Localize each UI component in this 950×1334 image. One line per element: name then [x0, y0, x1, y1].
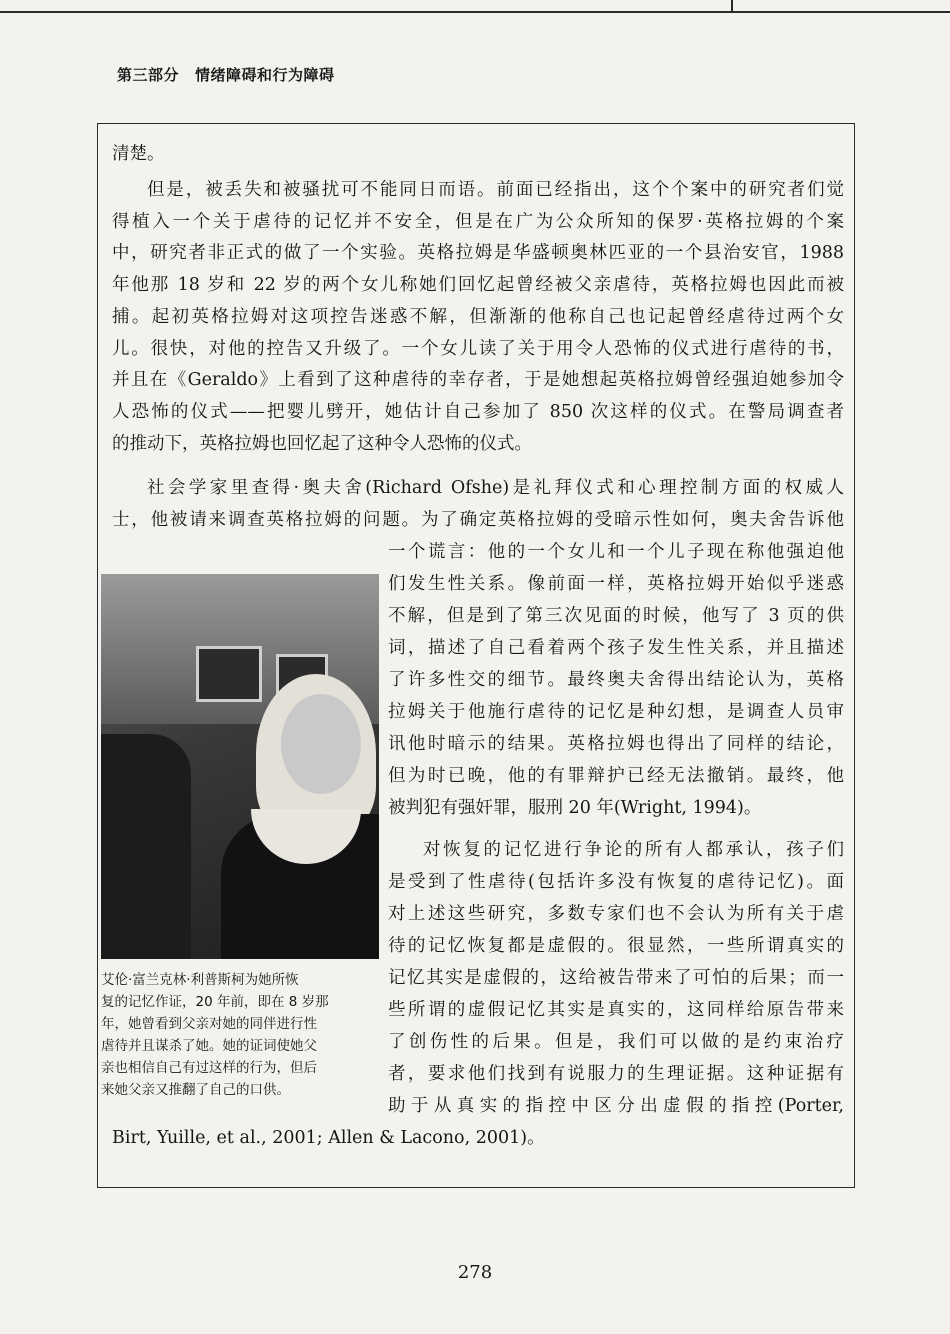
body-line: 拉姆关于他施行虐待的记忆是种幻想，是调查人员审	[388, 702, 844, 722]
photo-wall-picture	[196, 646, 262, 702]
photo-background-figure	[101, 734, 191, 959]
body-line: 记忆其实是虚假的，这给被告带来了可怕的后果；而一	[388, 968, 844, 988]
caption-line: 艾伦·富兰克林·利普斯柯为她所恢	[101, 972, 299, 988]
body-line: 了许多性交的细节。最终奥夫舍得出结论认为，英格	[388, 670, 844, 690]
photo-caption	[101, 969, 379, 1101]
body-line: 人恐怖的仪式——把婴儿劈开，她估计自己参加了 850 次这样的仪式。在警局调查者	[112, 402, 844, 422]
body-line: 们发生性关系。像前面一样，英格拉姆开始似乎迷惑	[388, 574, 844, 594]
body-line: 年他那 18 岁和 22 岁的两个女儿称她们回忆起曾经被父亲虐待，英格拉姆也因此而被	[112, 275, 844, 295]
body-line: 捕。起初英格拉姆对这项控告迷惑不解，但渐渐的他称自己也记起曾经虐待过两个女	[112, 307, 844, 327]
caption-line: 来她父亲又推翻了自己的口供。	[101, 1082, 290, 1098]
body-line: 得植入一个关于虐待的记忆并不安全，但是在广为公众所知的保罗·英格拉姆的个案	[112, 212, 844, 232]
body-line: 者，要求他们找到有说服力的生理证据。这种证据有	[388, 1064, 844, 1084]
top-tick	[731, 0, 733, 12]
body-line: 不解，但是到了第三次见面的时候，他写了 3 页的供	[388, 606, 844, 626]
body-line: 一个谎言：他的一个女儿和一个儿子现在称他强迫他	[388, 542, 844, 562]
body-line: 对恢复的记忆进行争论的所有人都承认，孩子们	[423, 840, 844, 860]
photo-face	[281, 694, 361, 794]
body-line: 社会学家里查得·奥夫舍(Richard Ofshe)是礼拜仪式和心理控制方面的权威人	[147, 478, 844, 498]
body-line: 清楚。	[112, 144, 165, 164]
caption-line: 年，她曾看到父亲对她的同伴进行性	[101, 1016, 317, 1032]
body-line: 助于从真实的指控中区分出虚假的指控(Porter,	[388, 1096, 844, 1116]
body-line: Birt, Yuille, et al., 2001; Allen & Lacono, 2001)。	[112, 1128, 545, 1148]
caption-line: 亲也相信自己有过这样的行为，但后	[101, 1060, 317, 1076]
top-rule	[0, 11, 950, 13]
caption-line: 复的记忆作证，20 年前，即在 8 岁那	[101, 994, 329, 1010]
page-number: 278	[457, 1262, 493, 1283]
running-head	[117, 64, 335, 85]
body-line: 些所谓的虚假记忆其实是真实的，这同样给原告带来	[388, 1000, 844, 1020]
photo-illustration	[101, 574, 379, 959]
body-line: 对上述这些研究，多数专家们也不会认为所有关于虐	[388, 904, 844, 924]
body-line: 词，描述了自己看着两个孩子发生性关系，并且描述	[388, 638, 844, 658]
caption-line: 虐待并且谋杀了她。她的证词使她父	[101, 1038, 317, 1054]
body-line: 是受到了性虐待(包括许多没有恢复的虐待记忆)。面	[388, 872, 844, 892]
body-line: 但为时已晚，他的有罪辩护已经无法撤销。最终，他	[388, 766, 844, 786]
body-line: 了创伤性的后果。但是，我们可以做的是约束治疗	[388, 1032, 844, 1052]
body-line: 中，研究者非正式的做了一个实验。英格拉姆是华盛顿奥林匹亚的一个县治安官，1988	[112, 243, 844, 263]
body-line: 待的记忆恢复都是虚假的。很显然，一些所谓真实的	[388, 936, 844, 956]
body-line: 的推动下，英格拉姆也回忆起了这种令人恐怖的仪式。	[112, 434, 532, 454]
body-line: 士，他被请来调查英格拉姆的问题。为了确定英格拉姆的受暗示性如何，奥夫舍告诉他	[112, 510, 844, 530]
part-label: 第三部分	[117, 66, 180, 84]
body-line: 被判犯有强奸罪，服刑 20 年(Wright, 1994)。	[388, 798, 762, 818]
body-line: 讯他时暗示的结果。英格拉姆也得出了同样的结论，	[388, 734, 844, 754]
part-title: 情绪障碍和行为障碍	[195, 66, 335, 84]
body-line: 并且在《Geraldo》上看到了这种虐待的幸存者，于是她想起英格拉姆曾经强迫她参加令	[112, 370, 844, 390]
body-line: 但是，被丢失和被骚扰可不能同日而语。前面已经指出，这个个案中的研究者们觉	[147, 180, 844, 200]
body-line: 儿。很快，对他的控告又升级了。一个女儿读了关于用令人恐怖的仪式进行虐待的书，	[112, 339, 844, 359]
